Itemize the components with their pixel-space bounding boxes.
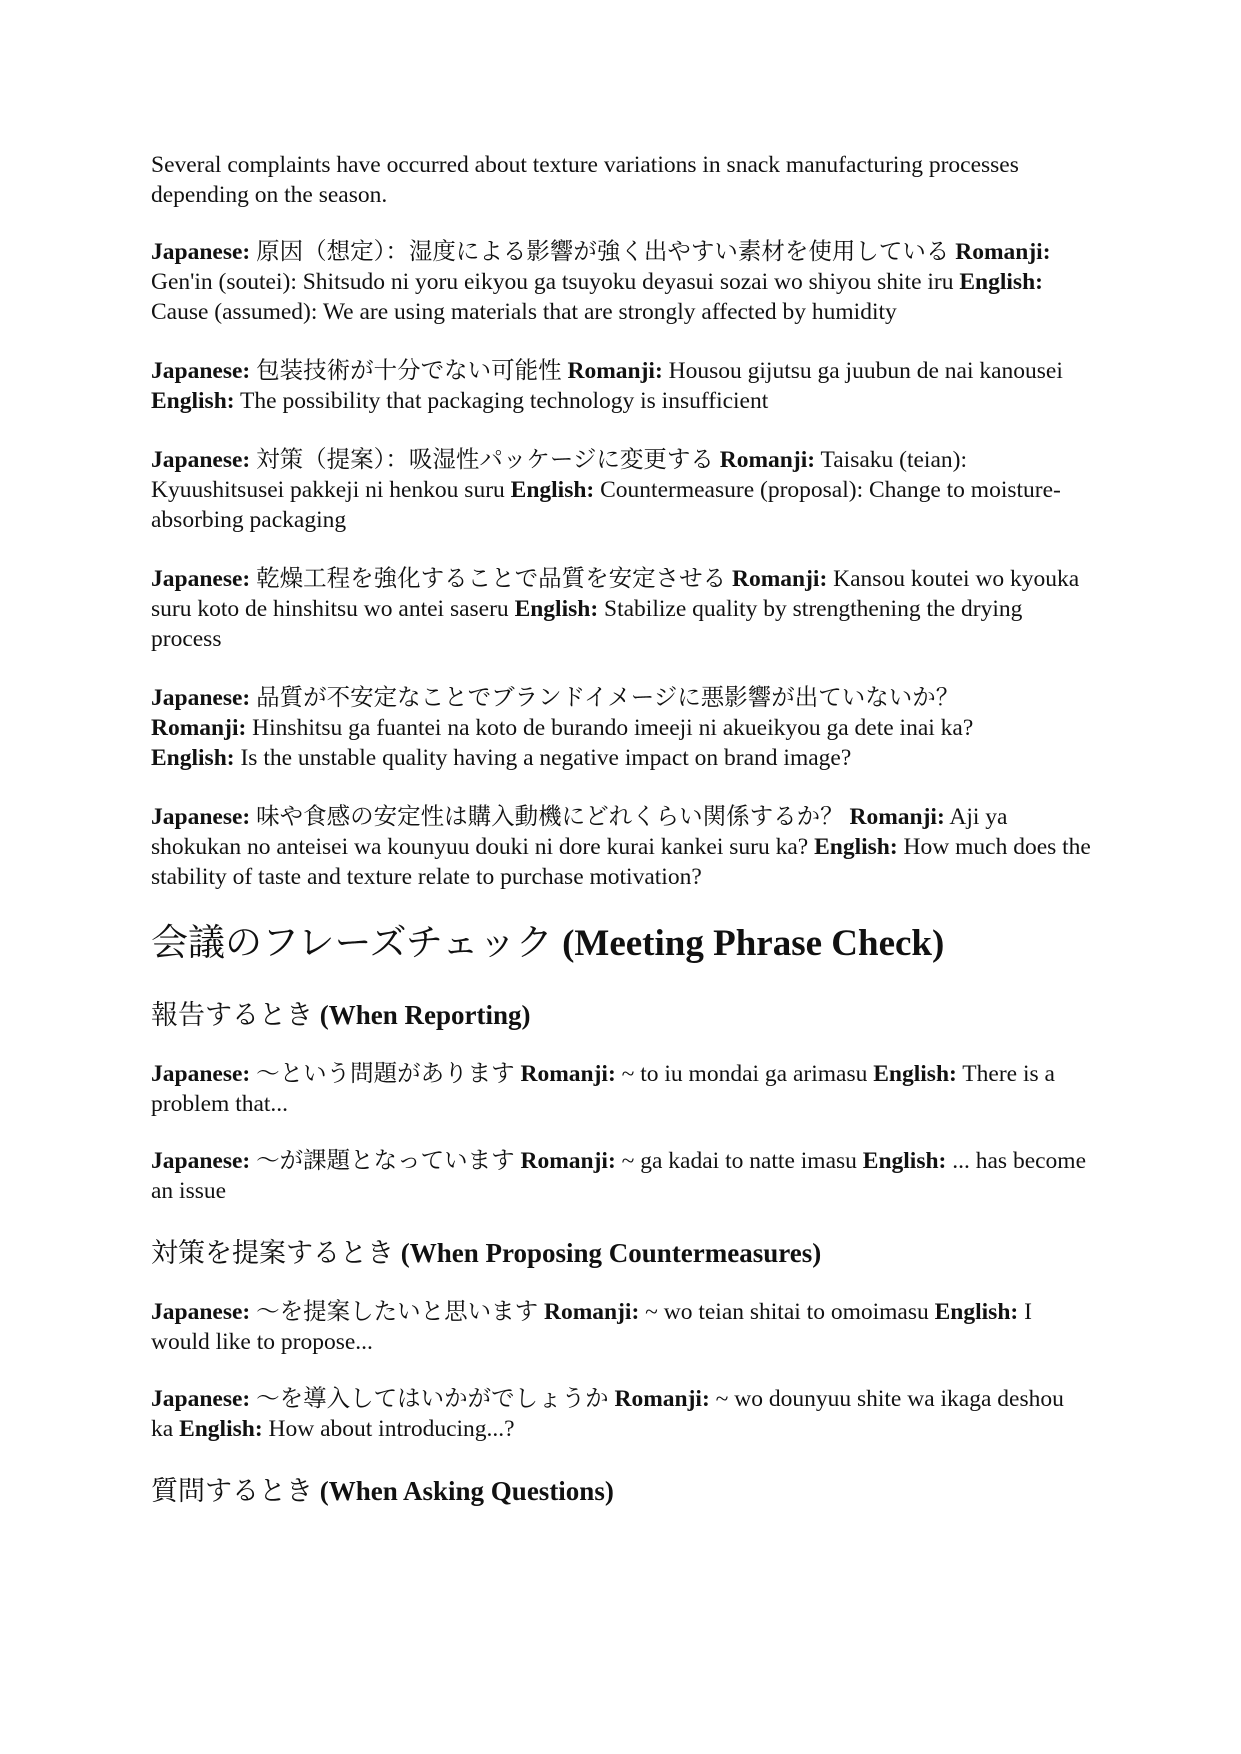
japanese-label: Japanese: [151,358,251,384]
section-heading-english: (When Reporting) [319,1000,531,1030]
english-label: English: [959,269,1043,295]
romanji-text: Aji ya shokukan no anteisei wa kounyuu douki ni dore kurai kankei suru ka? [151,804,1008,860]
romanji-text: Gen'in (soutei): Shitsudo ni yoru eikyou ga tsuyoku deyasui sozai wo shiyou shite iru [151,269,954,295]
english-text: How about introducing...? [268,1416,515,1442]
heading-english: (Meeting Phrase Check) [562,923,945,964]
english-label: English: [934,1299,1019,1325]
japanese-text: 〜を提案したいと思います [256,1299,539,1325]
romanji-text: Kansou koutei wo kyouka suru koto de hinshitsu wo antei saseru [151,566,1080,622]
japanese-label: Japanese: [151,566,251,592]
english-text: There is a problem that... [151,1061,1055,1117]
phrase-entry [151,445,1091,535]
english-label: English: [151,388,235,414]
english-label: English: [862,1148,947,1174]
romanji-label: Romanji: [567,358,663,384]
romanji-text: ~ wo dounyuu shite wa ikaga deshou ka [151,1386,1064,1442]
romanji-label: Romanji: [520,1148,616,1174]
japanese-text: 〜が課題となっています [256,1148,515,1174]
english-label: English: [510,477,595,503]
japanese-label: Japanese: [151,804,251,830]
english-text: Cause (assumed): We are using materials that are strongly affected by humidity [151,299,897,325]
section-heading-reporting [151,997,1091,1033]
section-heading-japanese: 報告するとき [151,1000,313,1030]
intro-paragraph: Several complaints have occurred about texture variations in snack manufacturing processes depending on the season. [151,152,1019,208]
phrase-entry [151,237,1091,327]
japanese-label: Japanese: [151,1061,251,1087]
japanese-label: Japanese: [151,1299,251,1325]
section-heading-japanese: 質問するとき [151,1476,313,1506]
english-label: English: [873,1061,957,1087]
romanji-label: Romanji: [731,566,828,592]
japanese-text: 品質が不安定なことでブランドイメージに悪影響が出ていないか？ [256,685,960,711]
romanji-label: Romanji: [955,239,1051,265]
japanese-text: 乾燥工程を強化することで品質を安定させる [256,566,727,592]
english-text: ... has become an issue [151,1148,1087,1204]
section-heading-english: (When Asking Questions) [319,1476,614,1506]
english-text: Countermeasure (proposal): Change to moisture-absorbing packaging [151,477,1061,533]
phrase-entry [151,1384,1091,1444]
romanji-text: Hinshitsu ga fuantei na koto de burando imeeji ni akueikyou ga dete inai ka? [252,715,974,741]
phrase-entry [151,356,1091,416]
phrase-entry [151,564,1091,654]
japanese-text: 〜を導入してはいかがでしょうか [256,1386,609,1412]
english-text: I would like to propose... [151,1299,1032,1355]
japanese-label: Japanese: [151,239,251,265]
romanji-text: ~ wo teian shitai to omoimasu [645,1299,929,1325]
japanese-label: Japanese: [151,1386,251,1412]
japanese-label: Japanese: [151,1148,251,1174]
japanese-label: Japanese: [151,447,251,473]
phrase-entry [151,1297,1091,1357]
section-heading-questions [151,1473,1091,1509]
phrase-entry [151,683,1091,773]
japanese-text: 味や食感の安定性は購入動機にどれくらい関係するか？ [256,804,844,830]
english-label: English: [514,596,599,622]
romanji-text: Taisaku (teian): Kyuushitsusei pakkeji ni henkou suru [151,447,967,503]
english-label: English: [814,834,898,860]
romanji-label: Romanji: [543,1299,640,1325]
japanese-text: 包装技術が十分でない可能性 [256,358,562,384]
phrase-entry [151,1059,1091,1119]
section-heading-japanese: 対策を提案するとき [151,1238,394,1268]
japanese-text: 原因（想定）：湿度による影響が強く出やすい素材を使用している [256,239,950,265]
phrase-entry [151,1146,1091,1206]
phrase-entry [151,802,1091,892]
english-label: English: [179,1416,263,1442]
document-page [151,150,1091,1535]
japanese-label: Japanese: [151,685,251,711]
section-heading-proposing [151,1235,1091,1271]
romanji-label: Romanji: [849,804,945,830]
heading-japanese: 会議のフレーズチェック [151,923,553,964]
english-text: The possibility that packaging technology is insufficient [240,388,769,414]
romanji-label: Romanji: [719,447,816,473]
romanji-text: Housou gijutsu ga juubun de nai kanousei [668,358,1063,384]
meeting-phrase-heading [151,921,1091,967]
english-text: How much does the stability of taste and texture relate to purchase motivation? [151,834,1091,890]
romanji-text: ~ ga kadai to natte imasu [621,1148,857,1174]
japanese-text: 〜という問題があります [256,1061,515,1087]
section-heading-english: (When Proposing Countermeasures) [400,1238,822,1268]
japanese-text: 対策（提案）：吸湿性パッケージに変更する [256,447,714,473]
english-label: English: [151,745,235,771]
english-text: Stabilize quality by strengthening the drying process [151,596,1023,652]
romanji-text: ~ to iu mondai ga arimasu [621,1061,868,1087]
romanji-label: Romanji: [520,1061,616,1087]
romanji-label: Romanji: [614,1386,710,1412]
romanji-label: Romanji: [151,715,247,741]
english-text: Is the unstable quality having a negative impact on brand image? [240,745,852,771]
